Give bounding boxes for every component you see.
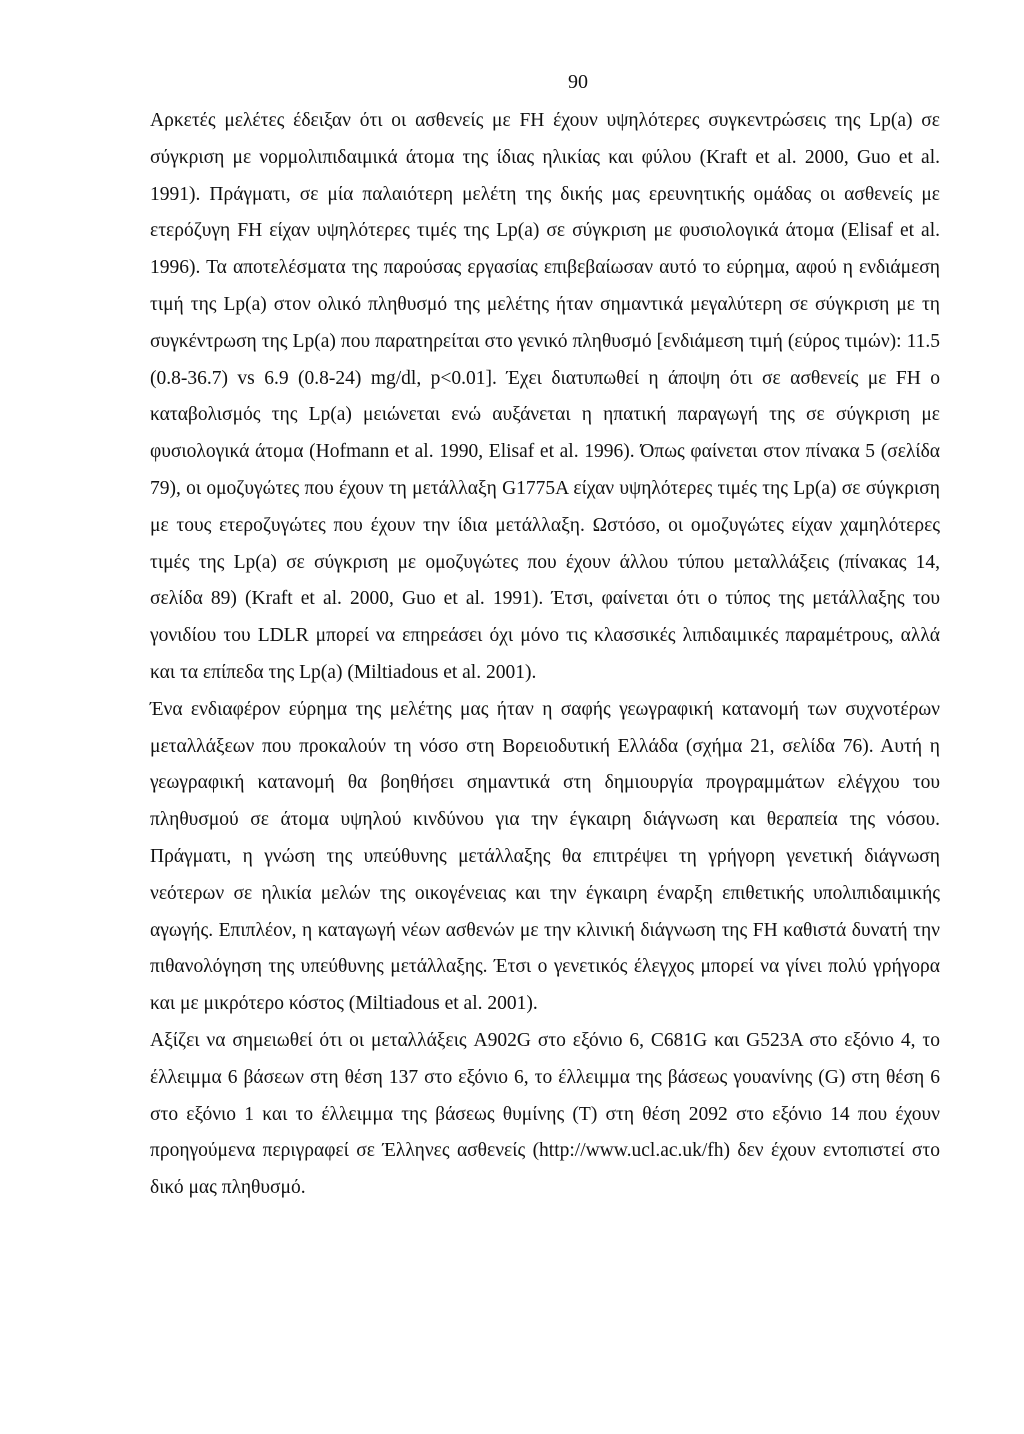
body-text — [150, 103, 940, 1207]
page-number: 90 — [568, 71, 588, 93]
paragraph-undetected-mutations: Αξίζει να σημειωθεί ότι οι μεταλλάξεις A902G στο εξόνιο 6, C681G και G523A στο εξόνιο 4, το έλλειμμα 6 βάσεων στη θέση 137 στο εξόνιο 6, το έλλειμμα της βάσεως γουανίνης (G) στη θέση 6 στο εξόνιο 1 και το έλλειμμα της βάσεως θυμίνης (T) στη θέση 2092 στο εξόνιο 14 που έχουν προηγούμενα περιγραφεί σε Έλληνες ασθενείς (http://www.ucl.ac.uk/fh) δεν έχουν εντοπιστεί στο δικό μας πληθυσμό. — [150, 1029, 940, 1199]
paragraph-geographic-distribution: Ένα ενδιαφέρον εύρημα της μελέτης μας ήταν η σαφής γεωγραφική κατανομή των συχνοτέρων μεταλλάξεων που προκαλούν τη νόσο στη Βορειοδυτική Ελλάδα (σχήμα 21, σελίδα 76). Αυτή η γεωγραφική κατανομή θα βοηθήσει σημαντικά στη δημιουργία προγραμμάτων ελέγχου του πληθυσμού σε άτομα υψηλού κινδύνου για την έγκαιρη διάγνωση και θεραπεία της νόσου. Πράγματι, η γνώση της υπεύθυνης μετάλλαξης θα επιτρέψει τη γρήγορη γενετική διάγνωση νεότερων σε ηλικία μελών της οικογένειας και την έγκαιρη έναρξη επιθετικής υπολιπιδαιμικής αγωγής. Επιπλέον, η καταγωγή νέων ασθενών με την κλινική διάγνωση της FH καθιστά δυνατή την πιθανολόγηση της υπεύθυνης μετάλλαξης. Έτσι ο γενετικός έλεγχος μπορεί να γίνει πολύ γρήγορα και με μικρότερο κόστος (Miltiadous et al. 2001). — [150, 698, 940, 1015]
paragraph-lp-a-findings: Αρκετές μελέτες έδειξαν ότι οι ασθενείς με FH έχουν υψηλότερες συγκεντρώσεις της Lp(a) σε σύγκριση με νορμολιπιδαιμικά άτομα της ίδιας ηλικίας και φύλου (Kraft et al. 2000, Guo et al. 1991). Πράγματι, σε μία παλαιότερη μελέτη της δικής μας ερευνητικής ομάδας οι ασθενείς με ετερόζυγη FH είχαν υψηλότερες τιμές της Lp(a) σε σύγκριση με φυσιολογικά άτομα (Elisaf et al. 1996). Τα αποτελέσματα της παρούσας εργασίας επιβεβαίωσαν αυτό το εύρημα, αφού η ενδιάμεση τιμή της Lp(a) στον ολικό πληθυσμό της μελέτης ήταν σημαντικά μεγαλύτερη σε σύγκριση με τη συγκέντρωση της Lp(a) που παρατηρείται στο γενικό πληθυσμό [ενδιάμεση τιμή (εύρος τιμών): 11.5 (0.8-36.7) vs 6.9 (0.8-24) mg/dl, p<0.01]. Έχει διατυπωθεί η άποψη ότι σε ασθενείς με FH ο καταβολισμός της Lp(a) μειώνεται ενώ αυξάνεται η ηπατική παραγωγή της σε σύγκριση με φυσιολογικά άτομα (Hofmann et al. 1990, Elisaf et al. 1996). Όπως φαίνεται στον πίνακα 5 (σελίδα 79), οι ομοζυγώτες που έχουν τη μετάλλαξη G1775A είχαν υψηλότερες τιμές της Lp(a) σε σύγκριση με τους ετεροζυγώτες που έχουν την ίδια μετάλλαξη. Ωστόσο, οι ομοζυγώτες είχαν χαμηλότερες τιμές της Lp(a) σε σύγκριση με ομοζυγώτες που έχουν άλλου τύπου μεταλλάξεις (πίνακας 14, σελίδα 89) (Kraft et al. 2000, Guo et al. 1991). Έτσι, φαίνεται ότι ο τύπος της μετάλλαξης του γονιδίου του LDLR μπορεί να επηρεάσει όχι μόνο τις κλασσικές λιπιδαιμικές παραμέτρους, αλλά και τα επίπεδα της Lp(a) (Miltiadous et al. 2001). — [150, 110, 940, 683]
